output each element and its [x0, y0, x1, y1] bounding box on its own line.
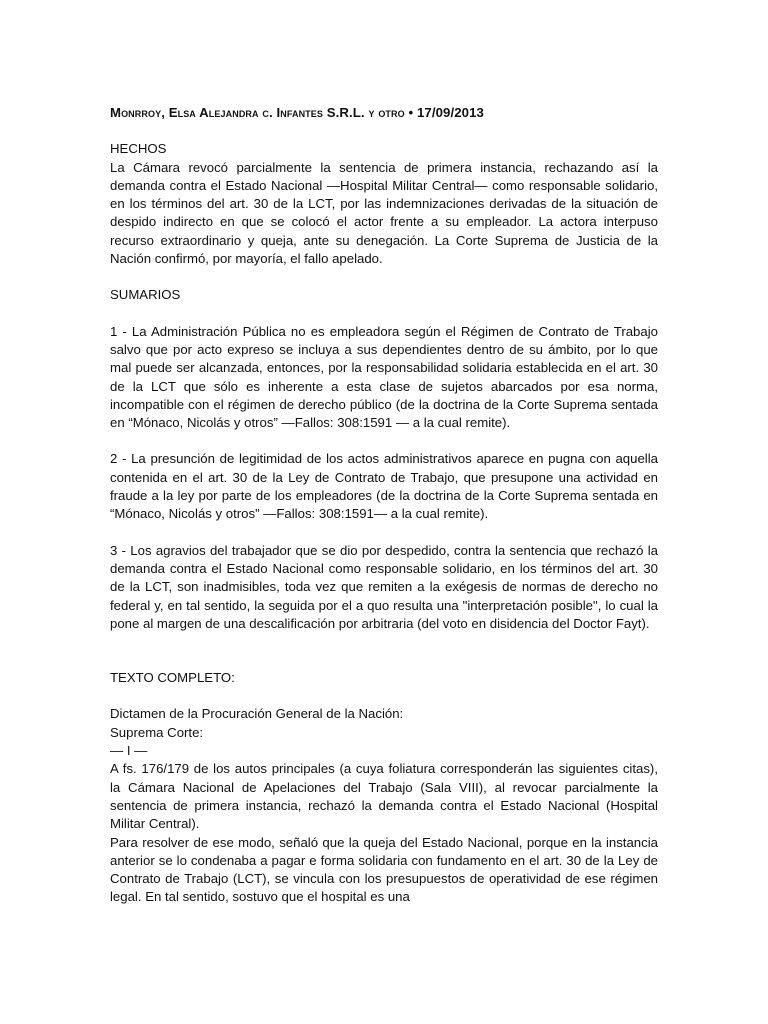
case-date: 17/09/2013: [416, 105, 484, 120]
hechos-section: [110, 140, 658, 268]
texto-completo-heading-block: [110, 669, 658, 687]
texto-completo-heading: TEXTO COMPLETO:: [110, 670, 235, 686]
dictamen-line: Dictamen de la Procuración General de la Nación:: [110, 706, 404, 722]
addressee-line: Suprema Corte:: [110, 724, 204, 740]
sumarios-heading: SUMARIOS: [110, 287, 181, 303]
sumarios-heading-block: [110, 286, 658, 304]
section-marker: — I —: [110, 743, 148, 759]
body-paragraph-2: Para resolver de ese modo, señaló que la queja del Estado Nacional, porque en la instancia anterior se lo condenaba a pagar e forma solidaria con fundamento en el art. 30 de la Ley de Contrato de Trabajo (LCT), se vincula con los presupuestos de operatividad de ese régimen legal. En tal sentido, sostuvo que el hospital es una: [110, 834, 658, 905]
document-title: [110, 104, 658, 122]
sumario-3-text: 3 - Los agravios del trabajador que se dio por despedido, contra la sentencia que rechazó la demanda contra el Estado Nacional como responsable solidario, en los términos del art. 30 de la LCT, son inadmisibles, toda vez que remiten a la exégesis de normas de derecho no federal y, en tal sentido, la seguida por el a quo resulta una "interpretación posible", lo cual la pone al margen de una descalificación por arbitraria (del voto en disidencia del Doctor Fayt).: [110, 542, 658, 631]
hechos-heading: HECHOS: [110, 141, 167, 157]
sumario-item: [110, 323, 658, 433]
case-parties: Monrroy, Elsa Alejandra c. Infantes S.R.L. y otro: [110, 105, 405, 120]
sumario-2-text: 2 - La presunción de legitimidad de los actos administrativos aparece en pugna con aquella contenida en el art. 30 de la Ley de Contrato de Trabajo, que presupone una actividad en fraude a la ley por parte de los empleadores (de la doctrina de la Corte Suprema sentada en “Mónaco, Nicolás y otros” —Fallos: 308:1591— a la cual remite).: [110, 451, 658, 522]
texto-completo-body: [110, 705, 658, 906]
sumario-item: [110, 450, 658, 523]
sumario-item: [110, 542, 658, 633]
sumario-1-text: 1 - La Administración Pública no es empleadora según el Régimen de Contrato de Trabajo salvo que por acto expreso se incluya a sus dependientes dentro de su ámbito, por lo que mal puede ser alcanzada, entonces, por la responsabilidad solidaria establecida en el art. 30 de la LCT que sólo es inherente a esta clase de sujetos abarcados por esa norma, incompatible con el régimen de derecho público (de la doctrina de la Corte Suprema sentada en “Mónaco, Nicolás y otros” —Fallos: 308:1591 — a la cual remite).: [110, 323, 658, 431]
title-separator: •: [404, 105, 417, 120]
body-paragraph-1: A fs. 176/179 de los autos principales (a cuya foliatura corresponderán las siguientes citas), la Cámara Nacional de Apelaciones del Trabajo (Sala VIII), al revocar parcialmente la sentencia de primera instancia, rechazó la demanda contra el Estado Nacional (Hospital Militar Central).: [110, 761, 658, 832]
hechos-text: La Cámara revocó parcialmente la sentencia de primera instancia, rechazando así la demanda contra el Estado Nacional —Hospital Militar Central— como responsable solidario, en los términos del art. 30 de la LCT, por las indemnizaciones derivadas de la situación de despido indirecto en que se colocó el actor frente a su empleador. La actora interpuso recurso extraordinario y queja, ante su denegación. La Corte Suprema de Justicia de la Nación confirmó, por mayoría, el fallo apelado.: [110, 159, 658, 267]
